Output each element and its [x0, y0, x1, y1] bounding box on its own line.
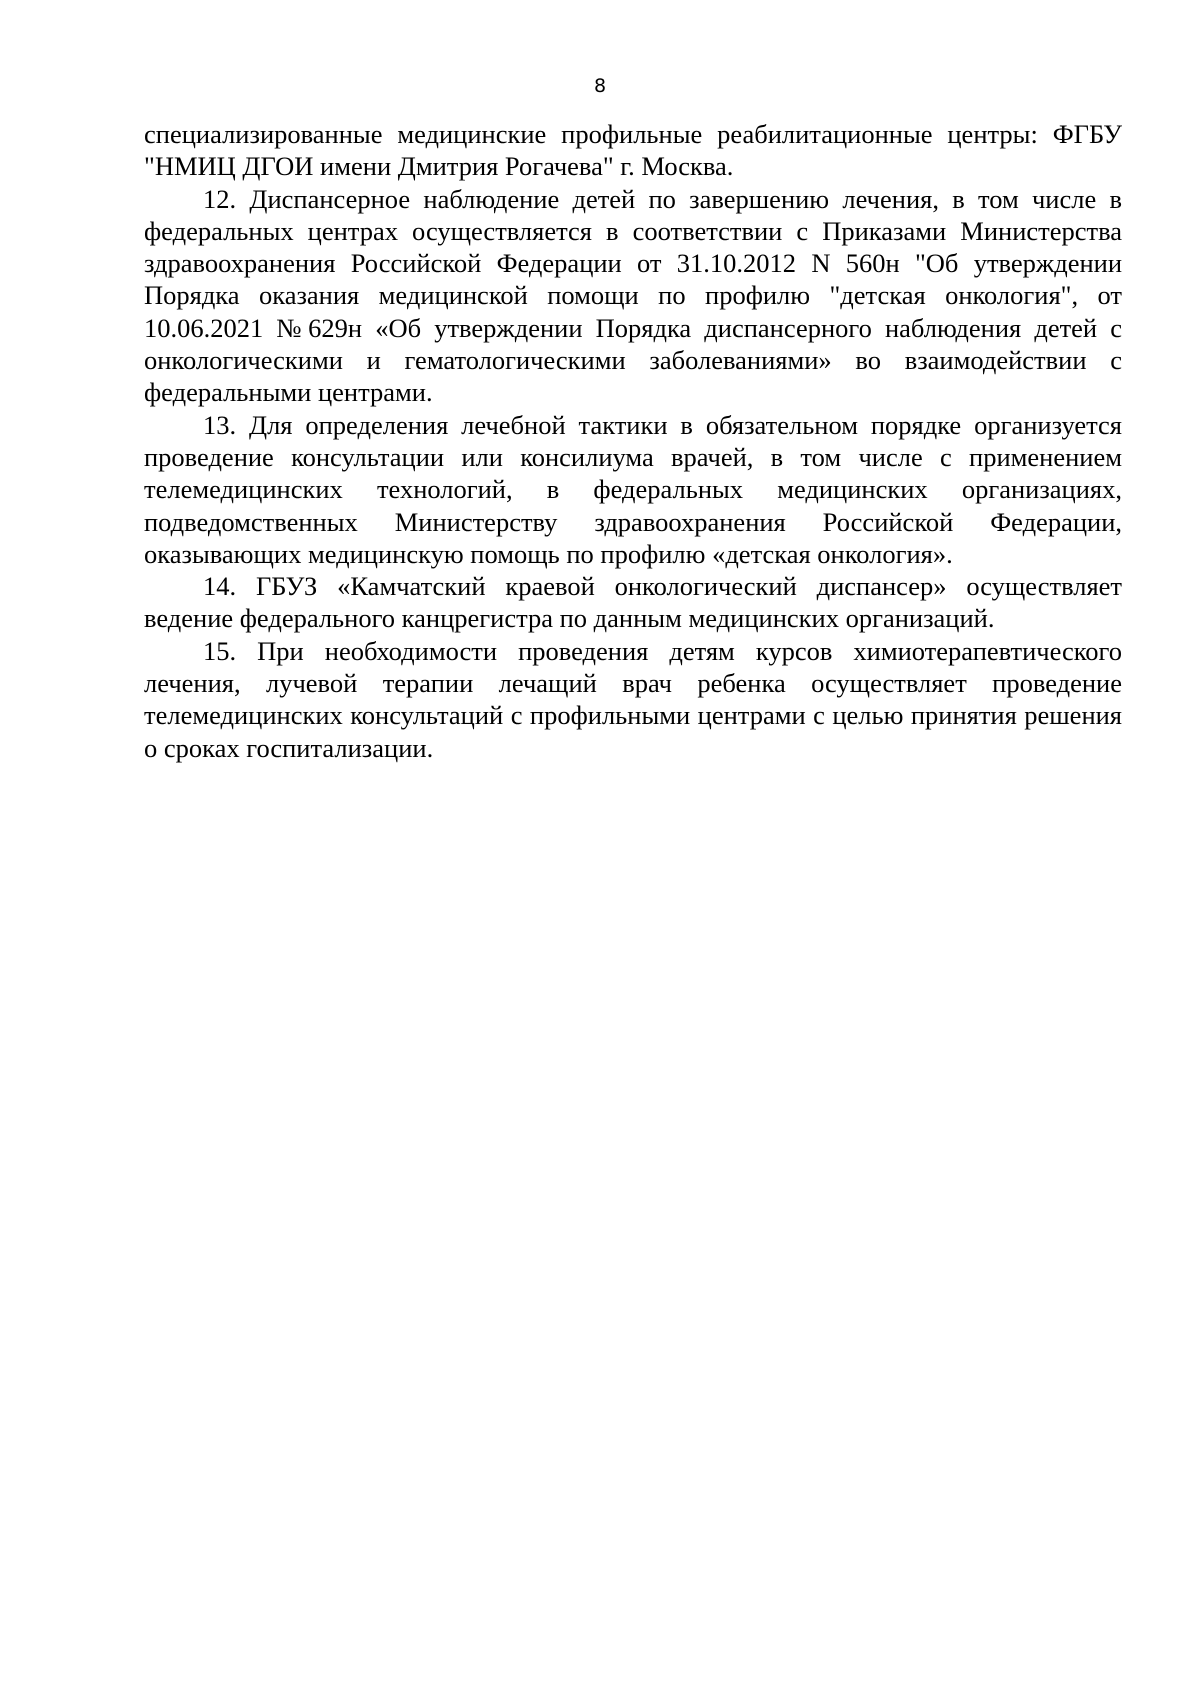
- page-number: 8: [593, 75, 607, 97]
- document-body: [144, 118, 1122, 764]
- paragraph-item-12: 12. Диспансерное наблюдение детей по завершению лечения, в том числе в федеральных центрах осуществляется в соответствии с Приказами Министерства здравоохранения Российской Федерации от 31.10.2012 N 560н "Об утверждении Порядка оказания медицинской помощи по профилю "детская онкология", от 10.06.2021 №629н «Об утверждении Порядка диспансерного наблюдения детей с онкологическими и гематологическими заболеваниями» во взаимодействии с федеральными центрами.: [144, 183, 1122, 408]
- paragraph-item-14: 14. ГБУЗ «Камчатский краевой онкологический диспансер» осуществляет ведение федерального канцрегистра по данным медицинских организаций.: [144, 571, 1122, 634]
- paragraph-item-13: 13. Для определения лечебной тактики в обязательном порядке организуется проведение консультации или консилиума врачей, в том числе с применением телемедицинских технологий, в федеральных медицинских организациях, подведомственных Министерству здравоохранения Российской Федерации, оказывающих медицинскую помощь по профилю «детская онкология».: [144, 409, 1122, 569]
- paragraph-continuation: специализированные медицинские профильные реабилитационные центры: ФГБУ "НМИЦ ДГОИ имени Дмитрия Рогачева" г. Москва.: [144, 119, 1122, 182]
- paragraph-item-15: 15. При необходимости проведения детям курсов химиотерапевтического лечения, лучевой терапии лечащий врач ребенка осуществляет проведение телемедицинских консультаций с профильными центрами с целью принятия решения о сроках госпитализации.: [144, 635, 1122, 763]
